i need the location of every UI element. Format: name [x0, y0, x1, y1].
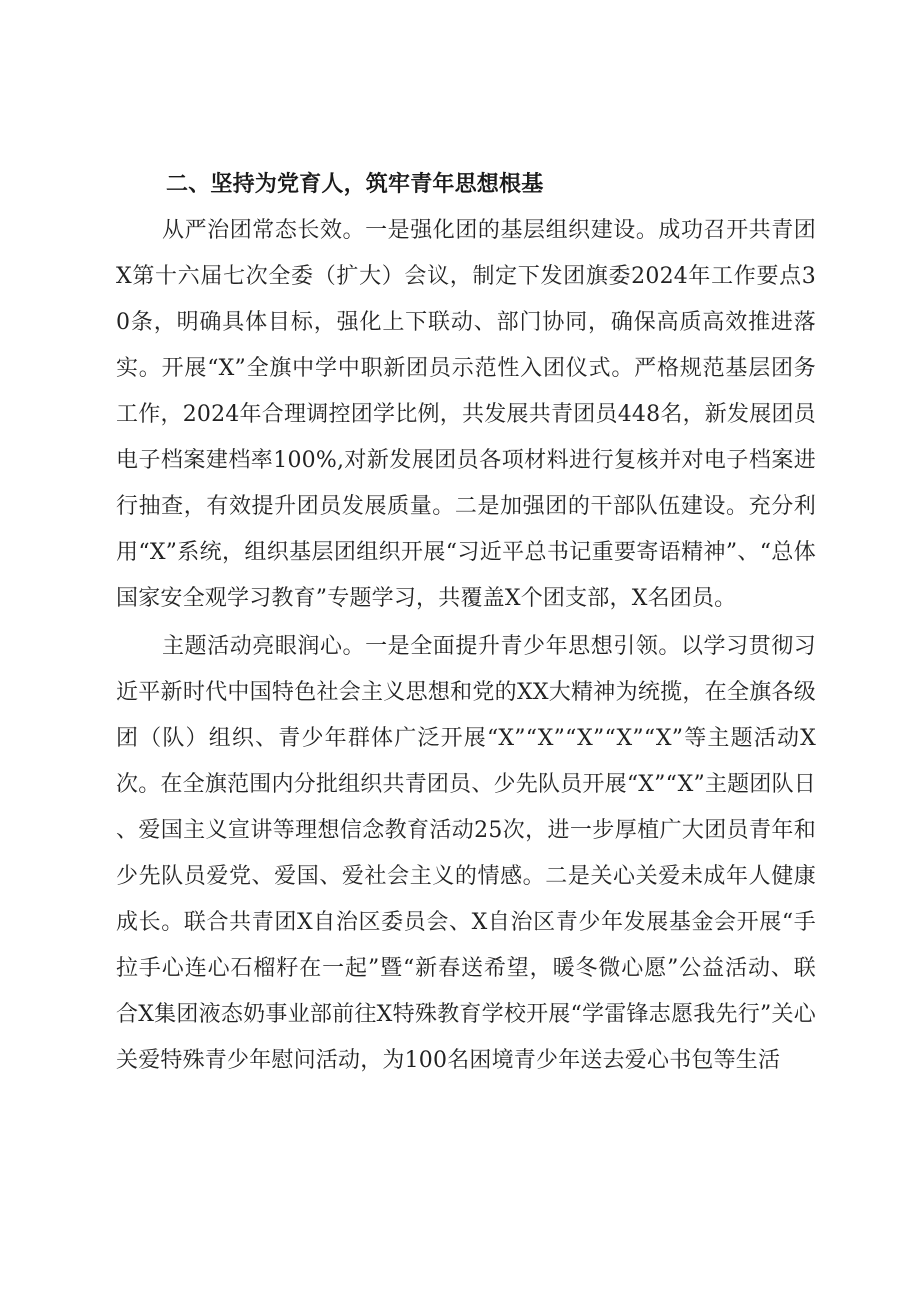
document-body: [116, 162, 816, 1084]
paragraph-org-building: 从严治团常态长效。一是强化团的基层组织建设。成功召开共青团X第十六届七次全委（扩大）会议，制定下发团旗委2024年工作要点30条，明确具体目标，强化上下联动、部门协同，确保高质高效推进落实。开展“X”全旗中学中职新团员示范性入团仪式。严格规范基层团务工作，2024年合理调控团学比例，共发展共青团员448名，新发展团员电子档案建档率100%,对新发展团员各项材料进行复核并对电子档案进行抽查，有效提升团员发展质量。二是加强团的干部队伍建设。充分利用“X”系统，组织基层团组织开展“习近平总书记重要寄语精神”、“总体国家安全观学习教育”专题学习，共覆盖X个团支部，X名团员。: [116, 218, 816, 611]
paragraph-theme-activities: 主题活动亮眼润心。一是全面提升青少年思想引领。以学习贯彻习近平新时代中国特色社会主义思想和党的XX大精神为统揽，在全旗各级团（队）组织、青少年群体广泛开展“X”“X”“X”“X”“X”等主题活动X次。在全旗范围内分批组织共青团员、少先队员开展“X”“X”主题团队日、爱国主义宣讲等理想信念教育活动25次，进一步厚植广大团员青年和少先队员爱党、爱国、爱社会主义的情感。二是关心关爱未成年人健康成长。联合共青团X自治区委员会、X自治区青少年发展基金会开展“手拉手心连心石榴籽在一起”暨“新春送希望，暖冬微心愿”公益活动、联合X集团液态奶事业部前往X特殊教育学校开展“学雷锋志愿我先行”关心关爱特殊青少年慰问活动，为100名困境青少年送去爱心书包等生活: [116, 634, 816, 1073]
section-heading: 二、坚持为党育人，筑牢青年思想根基: [166, 172, 544, 197]
